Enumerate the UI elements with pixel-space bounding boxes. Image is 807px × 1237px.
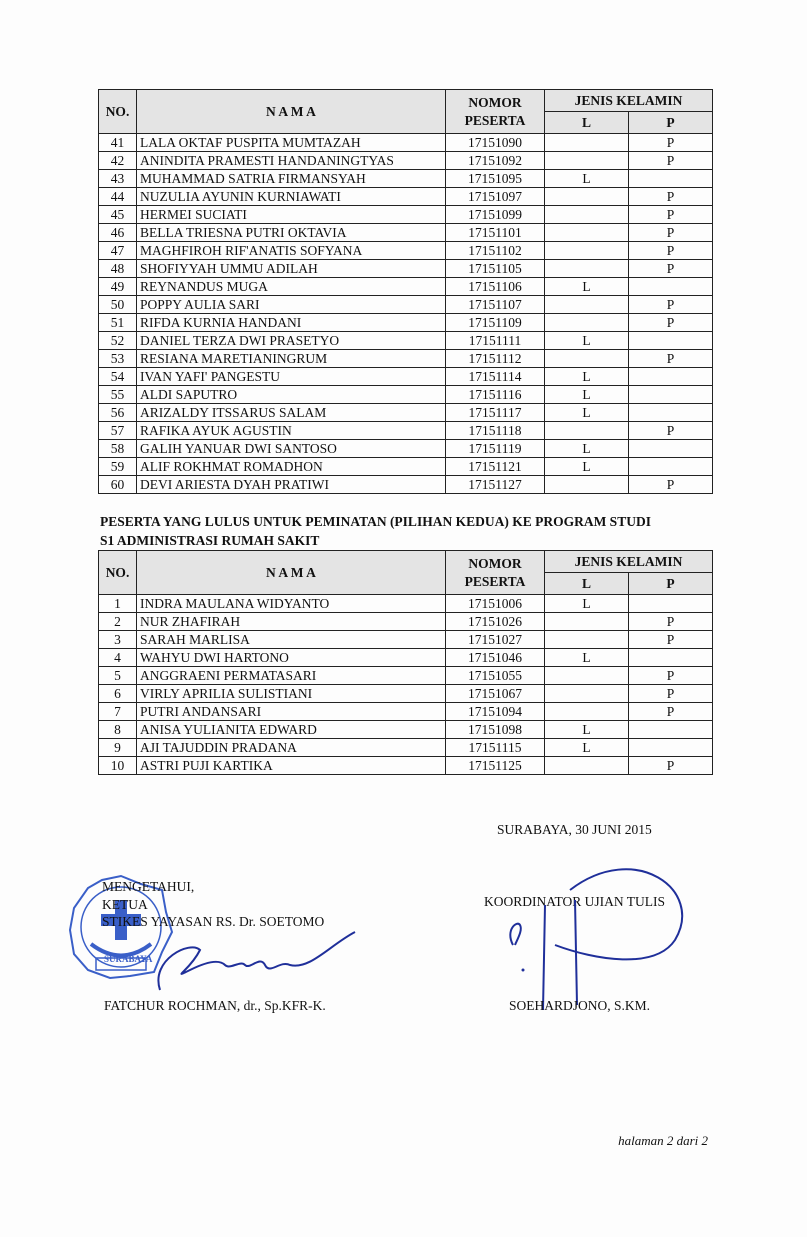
left-line1: MENGETAHUI, — [102, 879, 195, 894]
gender-p: P — [629, 188, 713, 206]
table-row — [99, 458, 713, 476]
table-body — [99, 595, 713, 775]
gender-p: P — [629, 134, 713, 152]
gender-p — [629, 739, 713, 757]
row-number: 55 — [99, 386, 137, 404]
row-number: 2 — [99, 613, 137, 631]
gender-p — [629, 386, 713, 404]
row-number: 59 — [99, 458, 137, 476]
row-number: 49 — [99, 278, 137, 296]
gender-p: P — [629, 685, 713, 703]
gender-p: P — [629, 667, 713, 685]
gender-l — [545, 685, 629, 703]
participant-number: 17151092 — [446, 152, 545, 170]
gender-p — [629, 458, 713, 476]
participant-number: 17151094 — [446, 703, 545, 721]
table-row — [99, 188, 713, 206]
participant-number: 17151121 — [446, 458, 545, 476]
participant-name: ASTRI PUJI KARTIKA — [137, 757, 446, 775]
participant-name: MAGHFIROH RIF'ANATIS SOFYANA — [137, 242, 446, 260]
gender-p — [629, 404, 713, 422]
table-row — [99, 595, 713, 613]
gender-p — [629, 721, 713, 739]
gender-p — [629, 595, 713, 613]
gender-p — [629, 368, 713, 386]
participant-name: NUZULIA AYUNIN KURNIAWATI — [137, 188, 446, 206]
table-row — [99, 721, 713, 739]
table-row — [99, 278, 713, 296]
table-row — [99, 332, 713, 350]
gender-p: P — [629, 224, 713, 242]
gender-p: P — [629, 206, 713, 224]
participant-name: ANISA YULIANITA EDWARD — [137, 721, 446, 739]
header-nama: N A M A — [137, 551, 446, 595]
table-row — [99, 613, 713, 631]
header-no: NO. — [99, 551, 137, 595]
participant-name: IVAN YAFI' PANGESTU — [137, 368, 446, 386]
gender-l: L — [545, 368, 629, 386]
row-number: 56 — [99, 404, 137, 422]
header-nama: N A M A — [137, 90, 446, 134]
header-nomor-peserta: NOMOR PESERTA — [446, 551, 545, 595]
section-title-line1: PESERTA YANG LULUS UNTUK PEMINATAN (PILIHAN KEDUA) KE PROGRAM STUDI — [100, 514, 651, 529]
participant-name: PUTRI ANDANSARI — [137, 703, 446, 721]
gender-l: L — [545, 458, 629, 476]
gender-l — [545, 242, 629, 260]
participant-name: GALIH YANUAR DWI SANTOSO — [137, 440, 446, 458]
row-number: 45 — [99, 206, 137, 224]
gender-l — [545, 631, 629, 649]
right-signature-icon — [495, 850, 695, 1010]
row-number: 48 — [99, 260, 137, 278]
participants-table-1 — [98, 89, 713, 494]
participant-number: 17151112 — [446, 350, 545, 368]
participant-name: POPPY AULIA SARI — [137, 296, 446, 314]
row-number: 52 — [99, 332, 137, 350]
participant-number: 17151090 — [446, 134, 545, 152]
participant-name: ANGGRAENI PERMATASARI — [137, 667, 446, 685]
gender-p: P — [629, 296, 713, 314]
row-number: 10 — [99, 757, 137, 775]
gender-l — [545, 206, 629, 224]
gender-p: P — [629, 703, 713, 721]
gender-l — [545, 188, 629, 206]
participant-name: RIFDA KURNIA HANDANI — [137, 314, 446, 332]
stamp-text: SURABAYA — [104, 954, 153, 964]
table-row — [99, 134, 713, 152]
gender-p: P — [629, 314, 713, 332]
gender-p: P — [629, 631, 713, 649]
table-row — [99, 631, 713, 649]
participant-number: 17151067 — [446, 685, 545, 703]
gender-l: L — [545, 386, 629, 404]
gender-l — [545, 224, 629, 242]
row-number: 44 — [99, 188, 137, 206]
participant-name: ARIZALDY ITSSARUS SALAM — [137, 404, 446, 422]
participant-name: INDRA MAULANA WIDYANTO — [137, 595, 446, 613]
gender-p: P — [629, 260, 713, 278]
participant-name: DANIEL TERZA DWI PRASETYO — [137, 332, 446, 350]
gender-l: L — [545, 404, 629, 422]
participant-name: AJI TAJUDDIN PRADANA — [137, 739, 446, 757]
gender-l — [545, 152, 629, 170]
gender-l: L — [545, 332, 629, 350]
left-line2: KETUA — [102, 897, 148, 912]
participant-name: SARAH MARLISA — [137, 631, 446, 649]
gender-l — [545, 296, 629, 314]
participant-number: 17151055 — [446, 667, 545, 685]
gender-l — [545, 667, 629, 685]
participant-number: 17151006 — [446, 595, 545, 613]
gender-p: P — [629, 422, 713, 440]
row-number: 50 — [99, 296, 137, 314]
row-number: 60 — [99, 476, 137, 494]
table-row — [99, 476, 713, 494]
gender-l: L — [545, 739, 629, 757]
gender-l — [545, 703, 629, 721]
gender-p — [629, 649, 713, 667]
row-number: 43 — [99, 170, 137, 188]
table-row — [99, 350, 713, 368]
row-number: 5 — [99, 667, 137, 685]
row-number: 6 — [99, 685, 137, 703]
table-row — [99, 685, 713, 703]
page-number: halaman 2 dari 2 — [618, 1133, 708, 1148]
row-number: 7 — [99, 703, 137, 721]
gender-p — [629, 332, 713, 350]
participant-number: 17151125 — [446, 757, 545, 775]
row-number: 54 — [99, 368, 137, 386]
participant-number: 17151097 — [446, 188, 545, 206]
table-row — [99, 224, 713, 242]
participant-number: 17151105 — [446, 260, 545, 278]
gender-l: L — [545, 595, 629, 613]
table-row — [99, 440, 713, 458]
participant-name: LALA OKTAF PUSPITA MUMTAZAH — [137, 134, 446, 152]
table-body — [99, 134, 713, 494]
participant-name: ALDI SAPUTRO — [137, 386, 446, 404]
participant-name: DEVI ARIESTA DYAH PRATIWI — [137, 476, 446, 494]
header-jenis-kelamin: JENIS KELAMIN — [545, 551, 713, 573]
table-row — [99, 314, 713, 332]
table-row — [99, 296, 713, 314]
gender-p — [629, 170, 713, 188]
left-name: FATCHUR ROCHMAN, dr., Sp.KFR-K. — [104, 998, 326, 1013]
participant-number: 17151098 — [446, 721, 545, 739]
row-number: 57 — [99, 422, 137, 440]
participant-number: 17151116 — [446, 386, 545, 404]
left-signature-icon — [130, 920, 360, 1000]
gender-p: P — [629, 757, 713, 775]
participant-name: HERMEI SUCIATI — [137, 206, 446, 224]
gender-l — [545, 134, 629, 152]
gender-p: P — [629, 613, 713, 631]
participant-name: WAHYU DWI HARTONO — [137, 649, 446, 667]
gender-l — [545, 422, 629, 440]
gender-l — [545, 613, 629, 631]
gender-l: L — [545, 721, 629, 739]
table-row — [99, 206, 713, 224]
place-date: SURABAYA, 30 JUNI 2015 — [497, 822, 652, 837]
participant-number: 17151119 — [446, 440, 545, 458]
row-number: 53 — [99, 350, 137, 368]
participant-name: RESIANA MARETIANINGRUM — [137, 350, 446, 368]
left-line3: STIKES YAYASAN RS. Dr. SOETOMO — [102, 914, 325, 929]
participant-name: BELLA TRIESNA PUTRI OKTAVIA — [137, 224, 446, 242]
participant-number: 17151115 — [446, 739, 545, 757]
gender-l: L — [545, 278, 629, 296]
participant-number: 17151117 — [446, 404, 545, 422]
participant-number: 17151127 — [446, 476, 545, 494]
gender-p: P — [629, 152, 713, 170]
table-row — [99, 368, 713, 386]
participant-number: 17151095 — [446, 170, 545, 188]
participant-name: ALIF ROKHMAT ROMADHON — [137, 458, 446, 476]
header-p: P — [629, 112, 713, 134]
row-number: 8 — [99, 721, 137, 739]
participant-number: 17151114 — [446, 368, 545, 386]
gender-l: L — [545, 170, 629, 188]
table-row — [99, 739, 713, 757]
participant-number: 17151099 — [446, 206, 545, 224]
gender-l — [545, 260, 629, 278]
table-row — [99, 667, 713, 685]
gender-l: L — [545, 649, 629, 667]
participant-name: ANINDITA PRAMESTI HANDANINGTYAS — [137, 152, 446, 170]
participants-table-2 — [98, 550, 713, 775]
row-number: 1 — [99, 595, 137, 613]
row-number: 42 — [99, 152, 137, 170]
table-row — [99, 170, 713, 188]
participant-number: 17151106 — [446, 278, 545, 296]
gender-l — [545, 757, 629, 775]
gender-p: P — [629, 350, 713, 368]
table-row — [99, 386, 713, 404]
row-number: 51 — [99, 314, 137, 332]
table-row — [99, 703, 713, 721]
header-jenis-kelamin: JENIS KELAMIN — [545, 90, 713, 112]
table-row — [99, 404, 713, 422]
participant-name: RAFIKA AYUK AGUSTIN — [137, 422, 446, 440]
row-number: 4 — [99, 649, 137, 667]
right-name: SOEHARDJONO, S.KM. — [509, 998, 651, 1013]
gender-p — [629, 278, 713, 296]
gender-l: L — [545, 440, 629, 458]
participant-name: REYNANDUS MUGA — [137, 278, 446, 296]
participant-name: MUHAMMAD SATRIA FIRMANSYAH — [137, 170, 446, 188]
row-number: 47 — [99, 242, 137, 260]
header-no: NO. — [99, 90, 137, 134]
gender-l — [545, 476, 629, 494]
table-row — [99, 649, 713, 667]
participant-name: NUR ZHAFIRAH — [137, 613, 446, 631]
participant-number: 17151111 — [446, 332, 545, 350]
header-l: L — [545, 573, 629, 595]
participant-number: 17151107 — [446, 296, 545, 314]
participant-number: 17151026 — [446, 613, 545, 631]
row-number: 46 — [99, 224, 137, 242]
participant-number: 17151102 — [446, 242, 545, 260]
row-number: 3 — [99, 631, 137, 649]
gender-p — [629, 440, 713, 458]
table-row — [99, 242, 713, 260]
participant-number: 17151109 — [446, 314, 545, 332]
gender-p: P — [629, 242, 713, 260]
row-number: 41 — [99, 134, 137, 152]
participant-name: SHOFIYYAH UMMU ADILAH — [137, 260, 446, 278]
header-l: L — [545, 112, 629, 134]
right-title: KOORDINATOR UJIAN TULIS — [484, 894, 666, 909]
participant-number: 17151101 — [446, 224, 545, 242]
header-p: P — [629, 573, 713, 595]
gender-l — [545, 350, 629, 368]
participant-number: 17151027 — [446, 631, 545, 649]
table-row — [99, 757, 713, 775]
header-nomor-peserta: NOMOR PESERTA — [446, 90, 545, 134]
table-row — [99, 152, 713, 170]
table-row — [99, 422, 713, 440]
participant-name: VIRLY APRILIA SULISTIANI — [137, 685, 446, 703]
gender-p: P — [629, 476, 713, 494]
gender-l — [545, 314, 629, 332]
row-number: 58 — [99, 440, 137, 458]
table-row — [99, 260, 713, 278]
row-number: 9 — [99, 739, 137, 757]
participant-number: 17151046 — [446, 649, 545, 667]
participant-number: 17151118 — [446, 422, 545, 440]
section-title-line2: S1 ADMINISTRASI RUMAH SAKIT — [100, 533, 320, 548]
